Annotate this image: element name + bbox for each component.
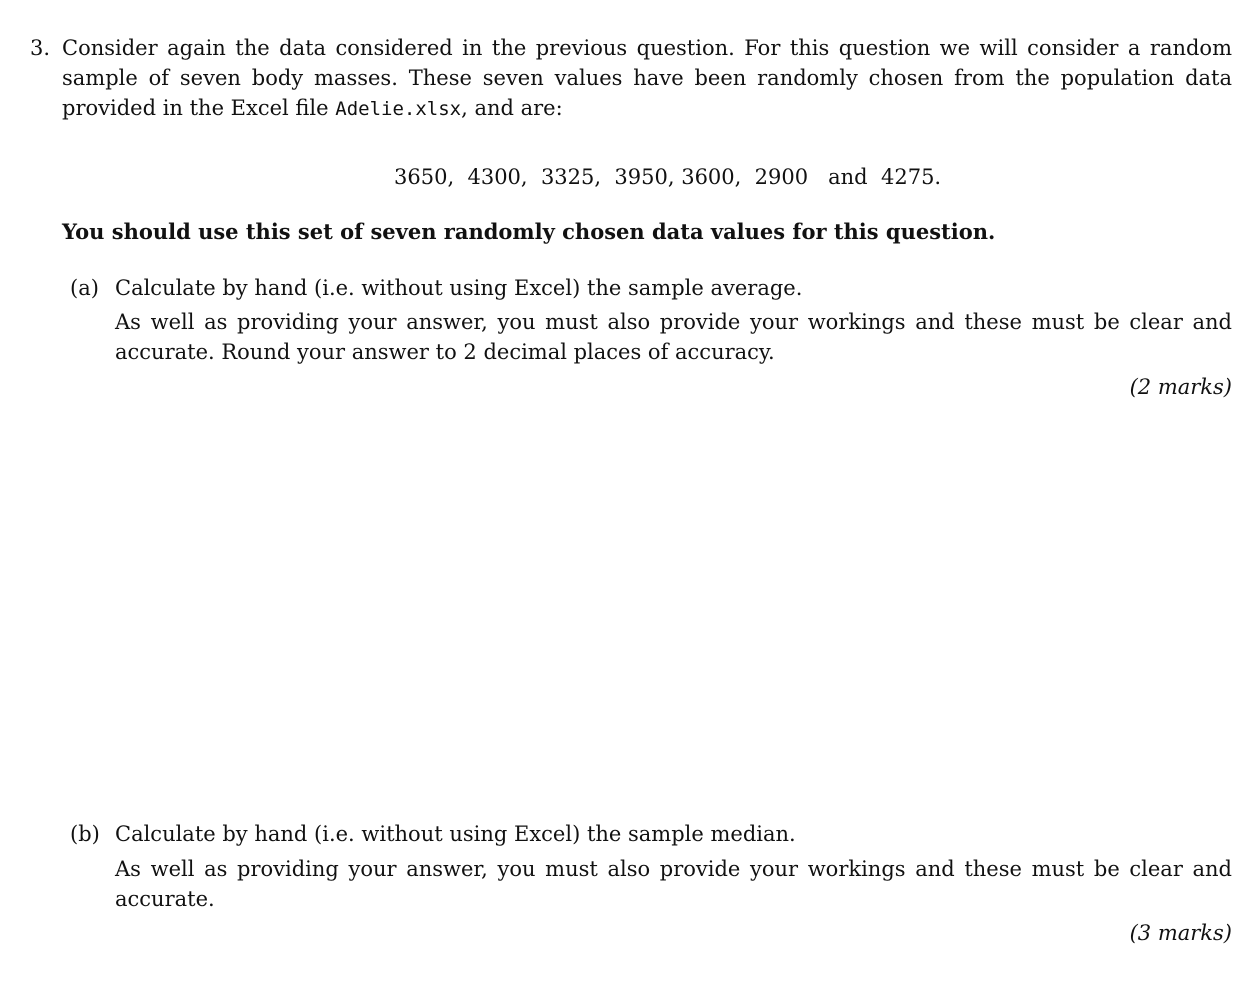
part-a-title: Calculate by hand (i.e. without using Excel) the sample average. — [115, 276, 803, 300]
data-values — [394, 162, 941, 192]
intro-text: Consider again the data considered in the previous question. For this question we will consider a random sample of seven body masses. These seven values have been randomly chosen from the population data provided in the Excel file — [62, 36, 1232, 120]
intro-text-end: , and are: — [461, 96, 563, 120]
part-a-marks: (2 marks) — [1129, 375, 1232, 399]
part-a-body: As well as providing your answer, you must also provide your workings and these must be clear and accurate. Round your answer to 2 decimal places of accuracy. — [115, 310, 1232, 364]
question-number: 3. — [30, 36, 51, 60]
values-list: 3650, 4300, 3325, 3950, 3600, 2900 — [394, 165, 809, 189]
values-and: and — [828, 165, 868, 189]
part-b-body: As well as providing your answer, you must also provide your workings and these must be clear and accurate. — [115, 857, 1232, 911]
part-b-marks: (3 marks) — [1129, 921, 1232, 945]
instruction: You should use this set of seven randomly chosen data values for this question. — [62, 219, 996, 244]
question-intro — [62, 33, 1232, 124]
values-last: 4275. — [880, 165, 942, 189]
part-b-label: (b) — [70, 822, 100, 846]
file-name: Adelie.xlsx — [335, 98, 462, 120]
part-b-title: Calculate by hand (i.e. without using Excel) the sample median. — [115, 822, 796, 846]
part-a-label: (a) — [70, 276, 99, 300]
